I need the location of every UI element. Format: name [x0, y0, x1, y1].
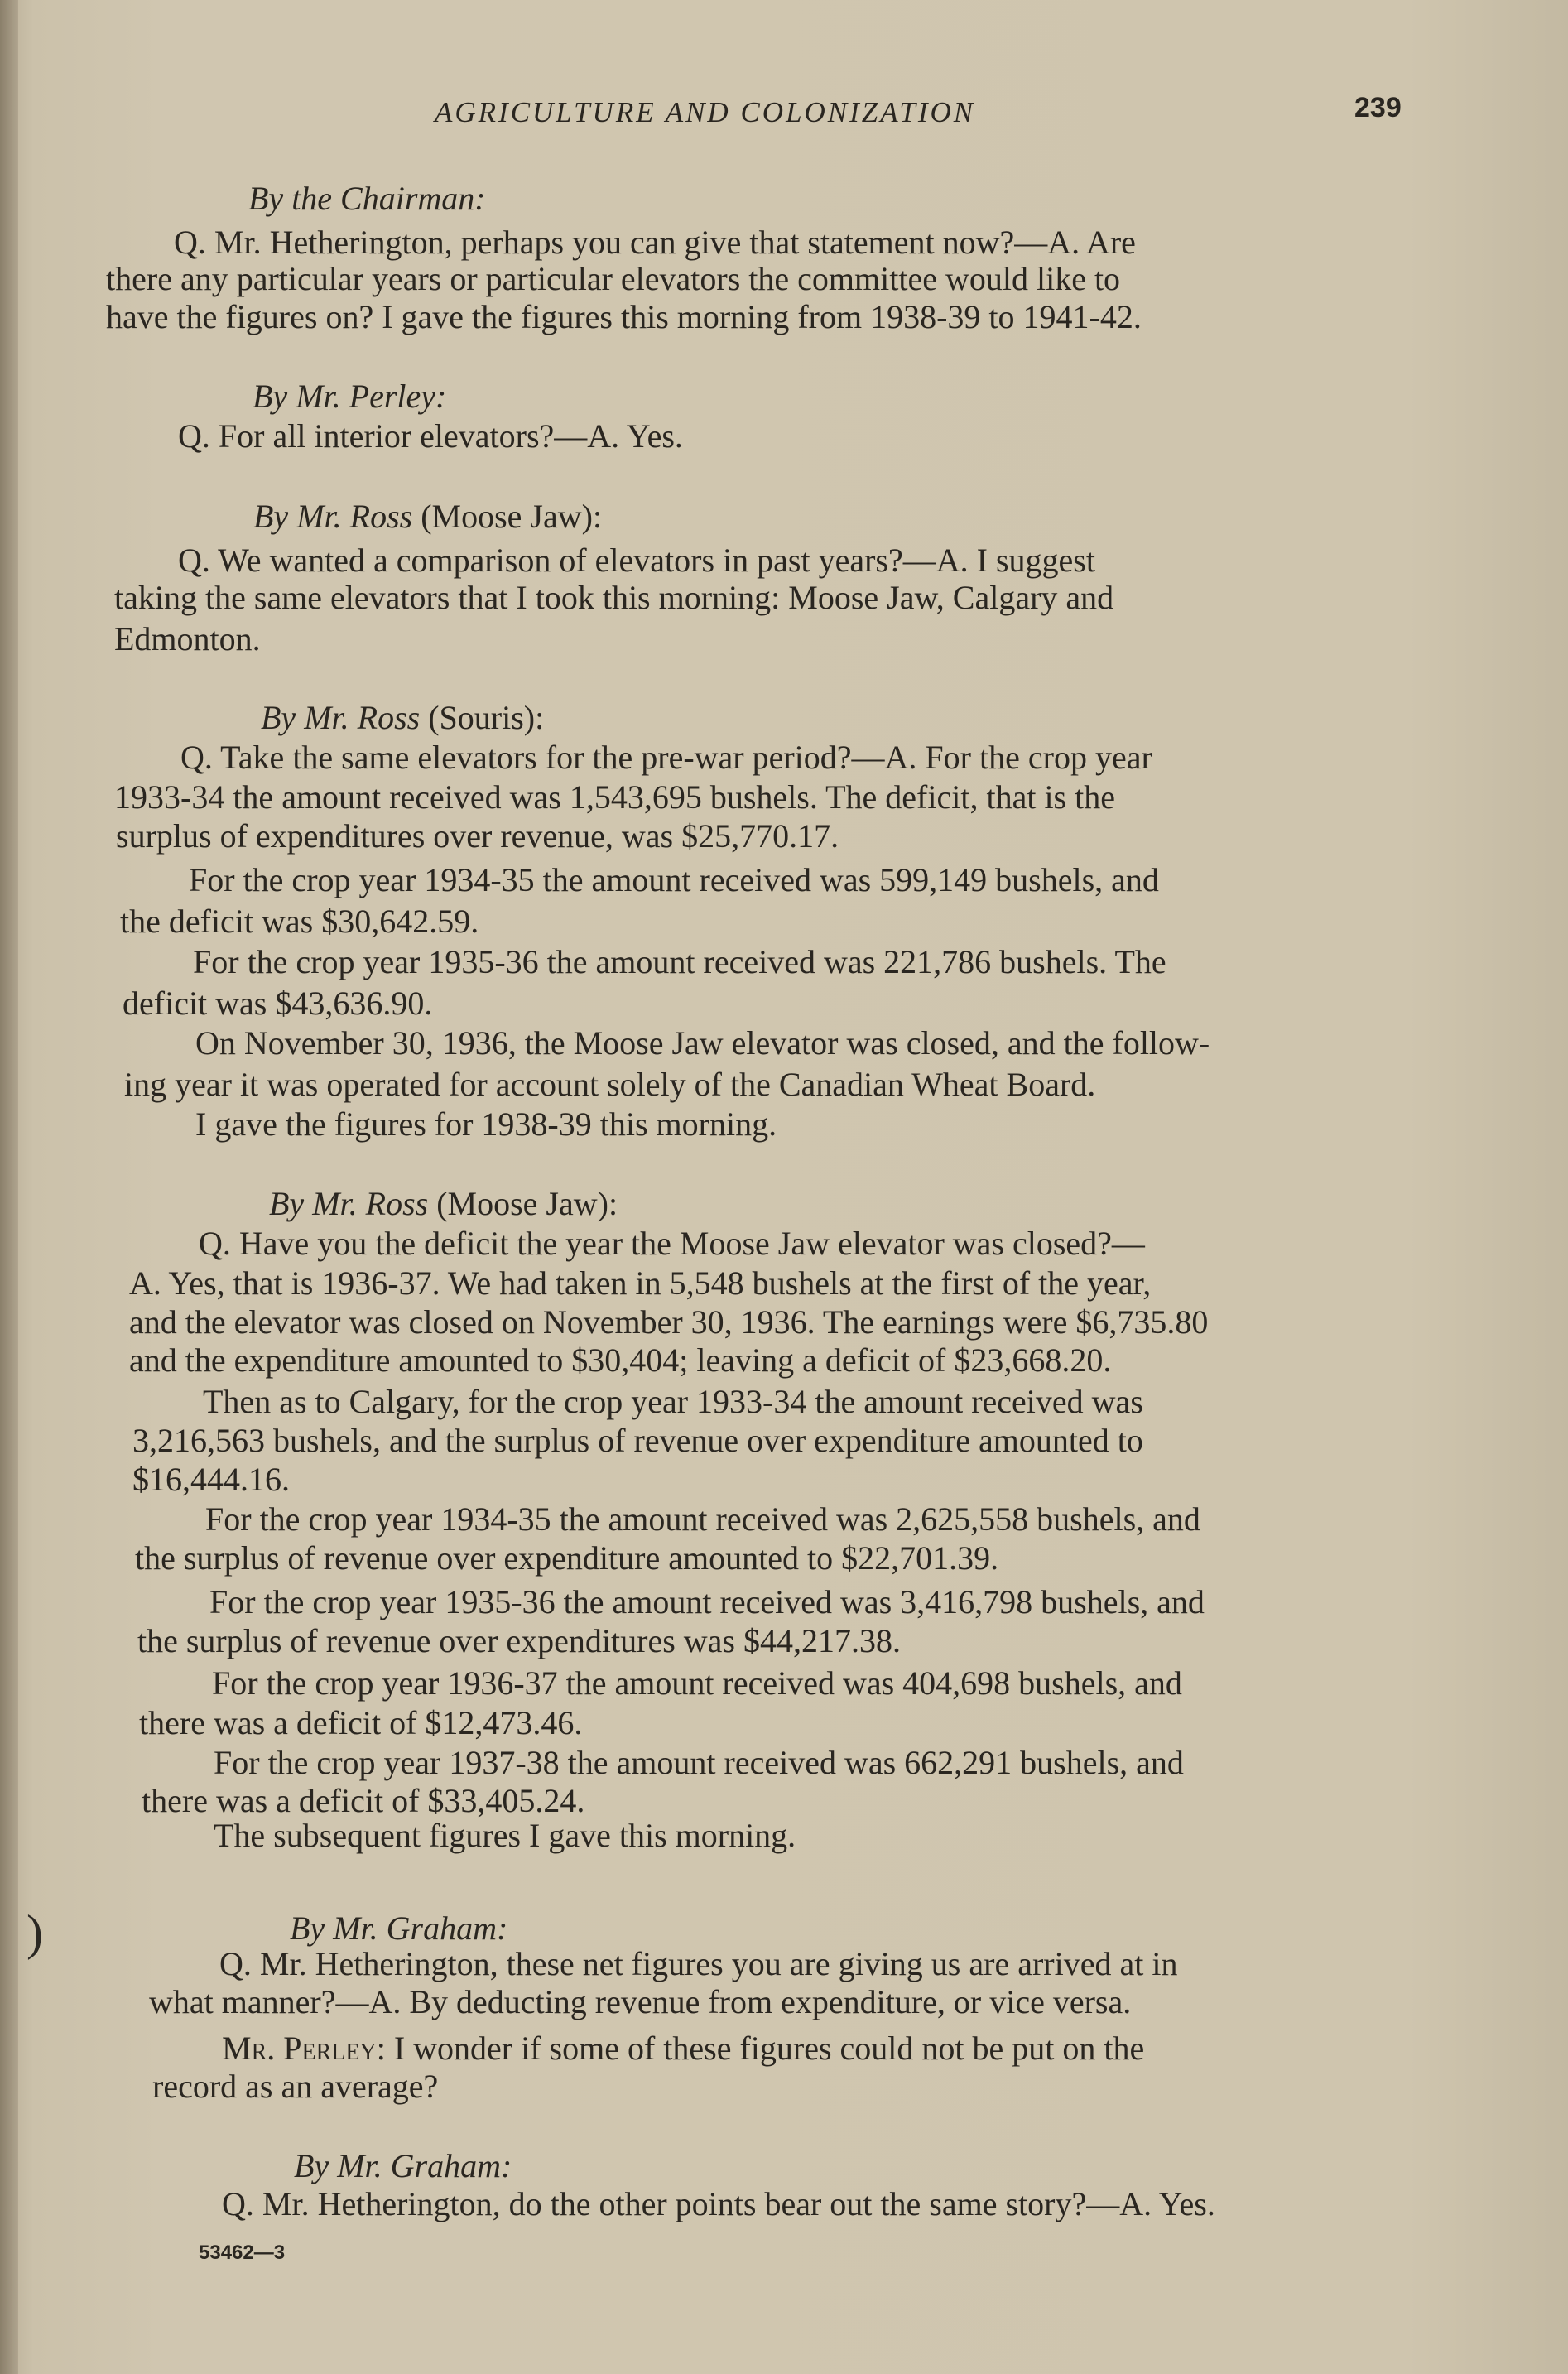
page-number: 239 [1354, 92, 1402, 123]
speaker-riding: (Moose Jaw): [421, 498, 603, 535]
text-line: For the crop year 1934-35 the amount received was 2,625,558 bushels, and [205, 1500, 1200, 1538]
speaker-heading: By Mr. Graham: [290, 1909, 508, 1947]
speaker-inline-text: : I wonder if some of these figures could not be put on the [376, 2030, 1145, 2067]
text-line: For the crop year 1937-38 the amount received was 662,291 bushels, and [214, 1744, 1184, 1781]
text-line: For the crop year 1935-36 the amount received was 3,416,798 bushels, and [209, 1583, 1205, 1620]
speaker-heading: By Mr. Perley: [253, 378, 447, 415]
text-line: The subsequent figures I gave this morning. [214, 1817, 796, 1854]
speaker-heading [253, 497, 602, 536]
speaker-name: By Mr. Ross [253, 498, 413, 535]
text-line: Edmonton. [114, 620, 261, 657]
text-line: there was a deficit of $33,405.24. [142, 1782, 585, 1819]
speaker-heading [261, 698, 544, 737]
text-line: Then as to Calgary, for the crop year 1933-34 the amount received was [203, 1383, 1143, 1420]
printer-signature: 53462—3 [199, 2242, 286, 2264]
text-line: taking the same elevators that I took this morning: Moose Jaw, Calgary and [114, 579, 1114, 616]
speaker-heading [269, 1184, 618, 1223]
text-line: A. Yes, that is 1936-37. We had taken in 5,548 bushels at the first of the year, [129, 1264, 1152, 1302]
text-line: ing year it was operated for account solely of the Canadian Wheat Board. [124, 1066, 1096, 1103]
text-line: there was a deficit of $12,473.46. [139, 1704, 583, 1741]
text-line: 3,216,563 bushels, and the surplus of revenue over expenditure amounted to [132, 1422, 1143, 1459]
text-line: there any particular years or particular elevators the committee would like to [106, 260, 1121, 297]
text-line: the deficit was $30,642.59. [120, 903, 479, 940]
speaker-name: By Mr. Ross [261, 699, 421, 736]
text-line: what manner?—A. By deducting revenue from expenditure, or vice versa. [149, 1983, 1132, 2020]
speaker-riding: (Souris): [428, 699, 545, 736]
text-line: $16,444.16. [132, 1461, 290, 1498]
text-line: Q. Have you the deficit the year the Moose Jaw elevator was closed?— [199, 1225, 1145, 1262]
speaker-name: By Mr. Ross [269, 1185, 429, 1222]
text-line: Q. Mr. Hetherington, do the other points bear out the same story?—A. Yes. [222, 2185, 1215, 2222]
speaker-riding: (Moose Jaw): [436, 1185, 618, 1222]
speaker-inline-name: Mr. Perley [222, 2030, 377, 2067]
book-spine-shadow [0, 0, 18, 2374]
text-line: For the crop year 1935-36 the amount received was 221,786 bushels. The [193, 943, 1166, 980]
text-line: 1933-34 the amount received was 1,543,695 bushels. The deficit, that is the [114, 778, 1115, 816]
text-line: deficit was $43,636.90. [123, 985, 433, 1022]
text-line: Q. Mr. Hetherington, perhaps you can give that statement now?—A. Are [174, 224, 1136, 261]
text-line: the surplus of revenue over expenditures was $44,217.38. [137, 1622, 901, 1659]
text-line: have the figures on? I gave the figures this morning from 1938-39 to 1941-42. [106, 298, 1142, 335]
binding-mark: ) [26, 1905, 43, 1960]
text-line: and the elevator was closed on November 30, 1936. The earnings were $6,735.80 [129, 1303, 1209, 1341]
speaker-heading: By the Chairman: [248, 180, 486, 217]
text-line: For the crop year 1936-37 the amount received was 404,698 bushels, and [212, 1664, 1182, 1702]
text-line: the surplus of revenue over expenditure amounted to $22,701.39. [135, 1539, 999, 1577]
text-line: and the expenditure amounted to $30,404; leaving a deficit of $23,668.20. [129, 1341, 1112, 1379]
text-line [222, 2032, 1144, 2065]
text-line: I gave the figures for 1938-39 this morning. [195, 1105, 777, 1143]
speaker-heading: By Mr. Graham: [294, 2147, 512, 2184]
text-line: Q. Take the same elevators for the pre-war period?—A. For the crop year [180, 739, 1152, 776]
text-line: For the crop year 1934-35 the amount received was 599,149 bushels, and [189, 861, 1159, 898]
running-header: AGRICULTURE AND COLONIZATION [435, 96, 976, 128]
text-line: Q. Mr. Hetherington, these net figures you are giving us are arrived at in [219, 1945, 1178, 1982]
text-line: Q. We wanted a comparison of elevators in past years?—A. I suggest [178, 542, 1095, 579]
text-line: On November 30, 1936, the Moose Jaw elevator was closed, and the follow- [195, 1024, 1210, 1062]
text-line: record as an average? [152, 2068, 439, 2105]
text-line: Q. For all interior elevators?—A. Yes. [178, 417, 683, 455]
text-line: surplus of expenditures over revenue, was $25,770.17. [116, 817, 839, 855]
